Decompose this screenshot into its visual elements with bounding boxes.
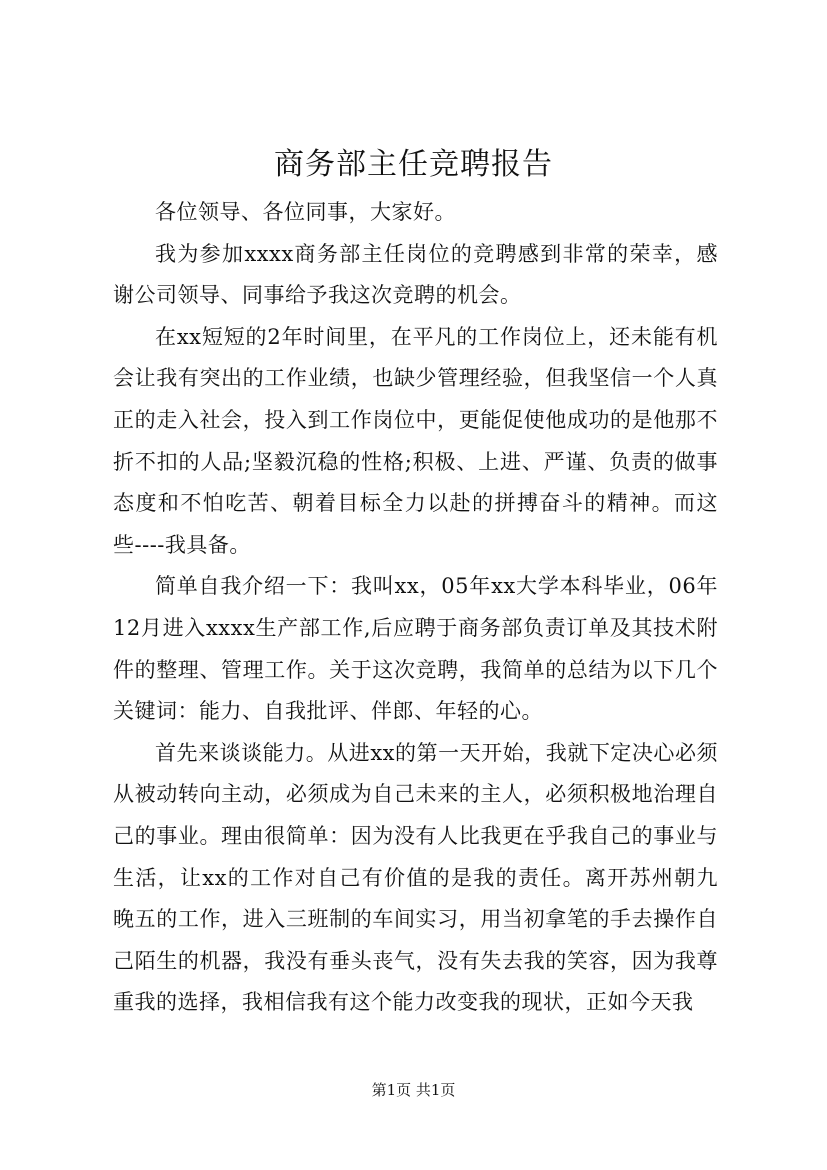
document-title: 商务部主任竞聘报告 bbox=[274, 147, 553, 182]
page-footer: 第1页 共1页 bbox=[371, 1081, 456, 1099]
paragraph-qualities: 在xx短短的2年时间里，在平凡的工作岗位上，还未能有机会让我有突出的工作业绩，也缺少管理经验，但我坚信一个人真正的走入社会，投入到工作岗位中，更能促使他成功的是他那不折不扣的人品;坚毅沉稳的性格;积极、上进、严谨、负责的做事态度和不怕吃苦、朝着目标全力以赴的拼搏奋斗的精神。而这些----我具备。 bbox=[113, 324, 718, 557]
paragraph-intro: 我为参加xxxx商务部主任岗位的竞聘感到非常的荣幸，感谢公司领导、同事给予我这次竞聘的机会。 bbox=[113, 241, 718, 308]
paragraph-ability: 首先来谈谈能力。从进xx的第一天开始，我就下定决心必须从被动转向主动，必须成为自己未来的主人，必须积极地治理自己的事业。理由很简单：因为没有人比我更在乎我自己的事业与生活，让xx的工作对自己有价值的是我的责任。离开苏州朝九晚五的工作，进入三班制的车间实习，用当初拿笔的手去操作自己陌生的机器，我没有垂头丧气，没有失去我的笑容，因为我尊重我的选择，我相信我有这个能力改变我的现状，正如今天我 bbox=[113, 740, 718, 1015]
paragraph-self-introduction: 简单自我介绍一下：我叫xx，05年xx大学本科毕业，06年12月进入xxxx生产部工作,后应聘于商务部负责订单及其技术附件的整理、管理工作。关于这次竞聘，我简单的总结为以下几个关键词：能力、自我批评、伴郎、年轻的心。 bbox=[113, 574, 718, 724]
paragraph-greeting: 各位领导、各位同事，大家好。 bbox=[155, 200, 456, 224]
document-body bbox=[113, 192, 718, 1024]
